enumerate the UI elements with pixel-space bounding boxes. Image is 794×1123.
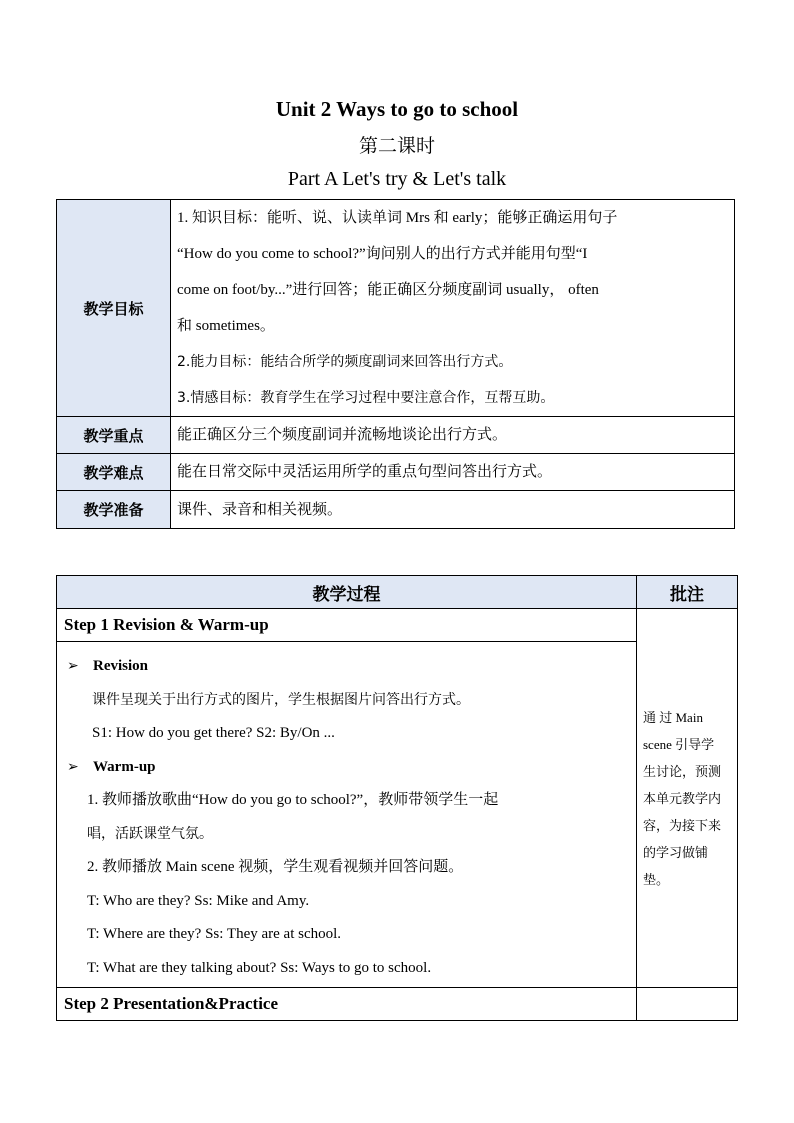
arrow-bullet-icon: ➢	[67, 658, 79, 674]
lesson-part: Part A Let's try & Let's talk	[287, 168, 507, 190]
warmup-line: 1. 教师播放歌曲“How do you go to school?”，教师带领学生一起	[87, 792, 499, 808]
warmup-line: T: Where are they? Ss: They are at school.	[87, 926, 342, 942]
document-title: Unit 2 Ways to go to school	[275, 97, 519, 121]
revision-line: 课件呈现关于出行方式的图片，学生根据图片问答出行方式。	[92, 691, 470, 708]
warmup-line: T: Who are they? Ss: Mike and Amy.	[87, 892, 310, 909]
warmup-line: 2. 教师播放 Main scene 视频，学生观看视频并回答问题。	[87, 859, 464, 875]
key-points-value: 能正确区分三个频度副词并流畅地谈论出行方式。	[171, 417, 735, 454]
objective-line: come on foot/by...”进行回答；能正确区分频度副词 usually， often	[177, 282, 599, 298]
step1-notes	[637, 609, 738, 988]
preparation-value: 课件、录音和相关视频。	[171, 491, 735, 529]
difficulties-row	[57, 454, 735, 491]
objective-line: 和 sometimes。	[177, 318, 275, 334]
teaching-process-table	[56, 575, 738, 1021]
objectives-label: 教学目标	[57, 200, 171, 417]
preparation-label: 教学准备	[57, 491, 171, 529]
objective-line: 2.能力目标：能结合所学的频度副词来回答出行方式。	[177, 354, 513, 370]
note-line: 容，为接下来	[643, 817, 722, 833]
objective-line: “How do you come to school?”询问别人的出行方式并能用句型“I	[177, 246, 588, 262]
step2-notes	[637, 988, 738, 1021]
difficulties-value: 能在日常交际中灵活运用所学的重点句型问答出行方式。	[171, 454, 735, 491]
warmup-line: T: What are they talking about? Ss: Ways to go to school.	[87, 959, 432, 976]
key-points-label: 教学重点	[57, 417, 171, 454]
objective-line: 1. 知识目标：能听、说、认读单词 Mrs 和 early；能够正确运用句子	[177, 210, 618, 226]
arrow-bullet-icon: ➢	[67, 758, 79, 775]
revision-heading: ➢ Revision	[65, 650, 630, 684]
objectives-content	[171, 200, 735, 417]
revision-line: S1: How do you get there? S2: By/On ...	[92, 725, 335, 741]
note-line: 通 过 Main	[643, 709, 703, 725]
objectives-row	[57, 200, 735, 417]
warmup-line: 唱，活跃课堂气氛。	[87, 825, 213, 842]
note-line: scene 引导学	[643, 736, 715, 752]
note-line: 本单元教学内	[643, 790, 722, 806]
difficulties-label: 教学难点	[57, 454, 171, 491]
step1-body-row	[57, 642, 738, 988]
step2-title: Step 2 Presentation&Practice	[57, 988, 637, 1021]
step1-body	[57, 642, 637, 988]
step1-title-row	[57, 609, 738, 642]
warmup-heading: ➢ Warm-up	[65, 751, 630, 785]
preparation-row	[57, 491, 735, 529]
step1-title: Step 1 Revision & Warm-up	[57, 609, 637, 642]
objective-line: 3.情感目标：教育学生在学习过程中要注意合作，互帮互助。	[177, 390, 555, 406]
process-header-row	[57, 576, 738, 609]
lesson-number: 第二课时	[358, 135, 435, 157]
note-line: 的学习做铺垫。	[643, 844, 709, 887]
notes-header: 批注	[637, 576, 738, 609]
key-points-row	[57, 417, 735, 454]
process-header: 教学过程	[57, 576, 637, 609]
lesson-overview-table	[56, 199, 735, 529]
note-line: 生讨论，预测	[643, 763, 722, 779]
step2-title-row	[57, 988, 738, 1021]
